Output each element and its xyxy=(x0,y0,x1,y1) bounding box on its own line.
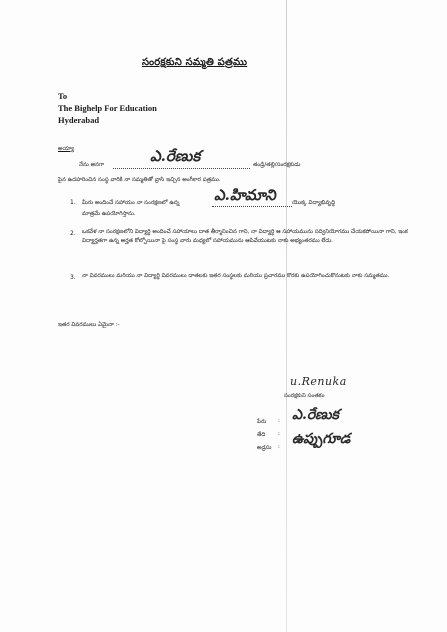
footer-label-address: అడ్రసు xyxy=(257,445,272,451)
footer-label-name: పేరు xyxy=(257,419,267,425)
footer-name-handwritten: ఎ.రేణుక xyxy=(292,407,339,423)
item-3-number: 3. xyxy=(70,274,76,281)
fold-line xyxy=(286,0,287,632)
guardian-signature: u.Renuka xyxy=(290,375,347,388)
item-2-number: 2. xyxy=(70,230,76,237)
consent-letter-page: సంరక్షకుని సమ్మతి పత్రము To The Bighelp For Education Hyderabad అయ్యా నేను అనగా ఎ.రేణుక తండ్రి/తల్లి/సంరక్షకుడు పైన ఉదహరించిన సంస్థ వారికి నా సమ్మతితో వ్రాసి ఇచ్చిన అంగీకార పత్రము. 1. మీరు అందించే సహాయం నా సంరక్షణలో ఉన్న ఎ.హిమాని యొక్క విద్యాభివృద్ధి మాత్రమే ఉపయోగిస్తాను. 2. ఒకవేళ నా సంరక్షణలోని విద్యార్థి అందించే సహాయాలు దాత తీర్మానించిన గాని, నా విద్యార్థి ఆ సహాయమును సద్వినియోగము చేయకపోయినా గాని, ఇంక విద్యార్హతగా ఉన్న అర్హత కోల్పోయినా పై సంస్థ వారు మధ్యలో సహాయమును ఆపివేయుటకు నాకు అభ్యంతరము లేదు. 3. నా వివరములు మరియు నా విద్యార్థి వివరములు దాతలకు ఇతర సంస్థలకు మరియు ప్రచారము కొరకు ఉపయోగించుకొనుటకు నాకు సమ్మతము. ఇతర వివరములు ఏమైనా :- u.Renuka సంరక్షకుని సంతకం పేరు తేది అడ్రసు : : : ఎ.రేణుక ఉప్పుగూడ xyxy=(0,0,447,632)
item-1-number: 1. xyxy=(70,199,76,206)
to-label: To xyxy=(58,91,68,101)
student-name-handwritten: ఎ.హిమాని xyxy=(214,186,276,204)
salutation: అయ్యా xyxy=(58,146,75,152)
item-2-text: ఒకవేళ నా సంరక్షణలోని విద్యార్థి అందించే సహాయాలు దాత తీర్మానించిన గాని, నా విద్యార్థి ఆ సహాయమును సద్వినియోగము చేయకపోయినా గాని, ఇంక విద్యార్హతగా ఉన్న అర్హత కోల్పోయినా పై సంస్థ వారు మధ్యలో సహాయమును ఆపివేయుటకు నాకు అభ్యంతరము లేదు. xyxy=(82,229,408,244)
footer-label-date: తేది xyxy=(257,432,266,438)
item-1-suffix: యొక్క విద్యాభివృద్ధి xyxy=(292,200,336,206)
recipient-org: The Bighelp For Education xyxy=(58,103,157,113)
intro-line2: పైన ఉదహరించిన సంస్థ వారికి నా సమ్మతితో వ్రాసి ఇచ్చిన అంగీకార పత్రము. xyxy=(58,177,221,183)
guardian-name-handwritten: ఎ.రేణుక xyxy=(150,147,201,165)
intro-prefix: నేను అనగా xyxy=(79,162,105,168)
item-3-text: నా వివరములు మరియు నా విద్యార్థి వివరములు దాతలకు ఇతర సంస్థలకు మరియు ప్రచారము కొరకు ఉపయోగించుకొనుటకు నాకు సమ్మతము. xyxy=(82,273,390,279)
signature-caption: సంరక్షకుని సంతకం xyxy=(284,393,325,399)
footer-address-handwritten: ఉప్పుగూడ xyxy=(292,431,351,447)
intro-suffix: తండ్రి/తల్లి/సంరక్షకుడు xyxy=(253,162,301,168)
recipient-city: Hyderabad xyxy=(58,115,100,125)
document-title: సంరక్షకుని సమ్మతి పత్రము xyxy=(142,57,248,68)
other-details-label: ఇతర వివరములు ఏమైనా :- xyxy=(58,322,120,328)
item-1-prefix: మీరు అందించే సహాయం నా సంరక్షణలో ఉన్న xyxy=(82,200,180,206)
item-1-line2: మాత్రమే ఉపయోగిస్తాను. xyxy=(82,211,136,217)
